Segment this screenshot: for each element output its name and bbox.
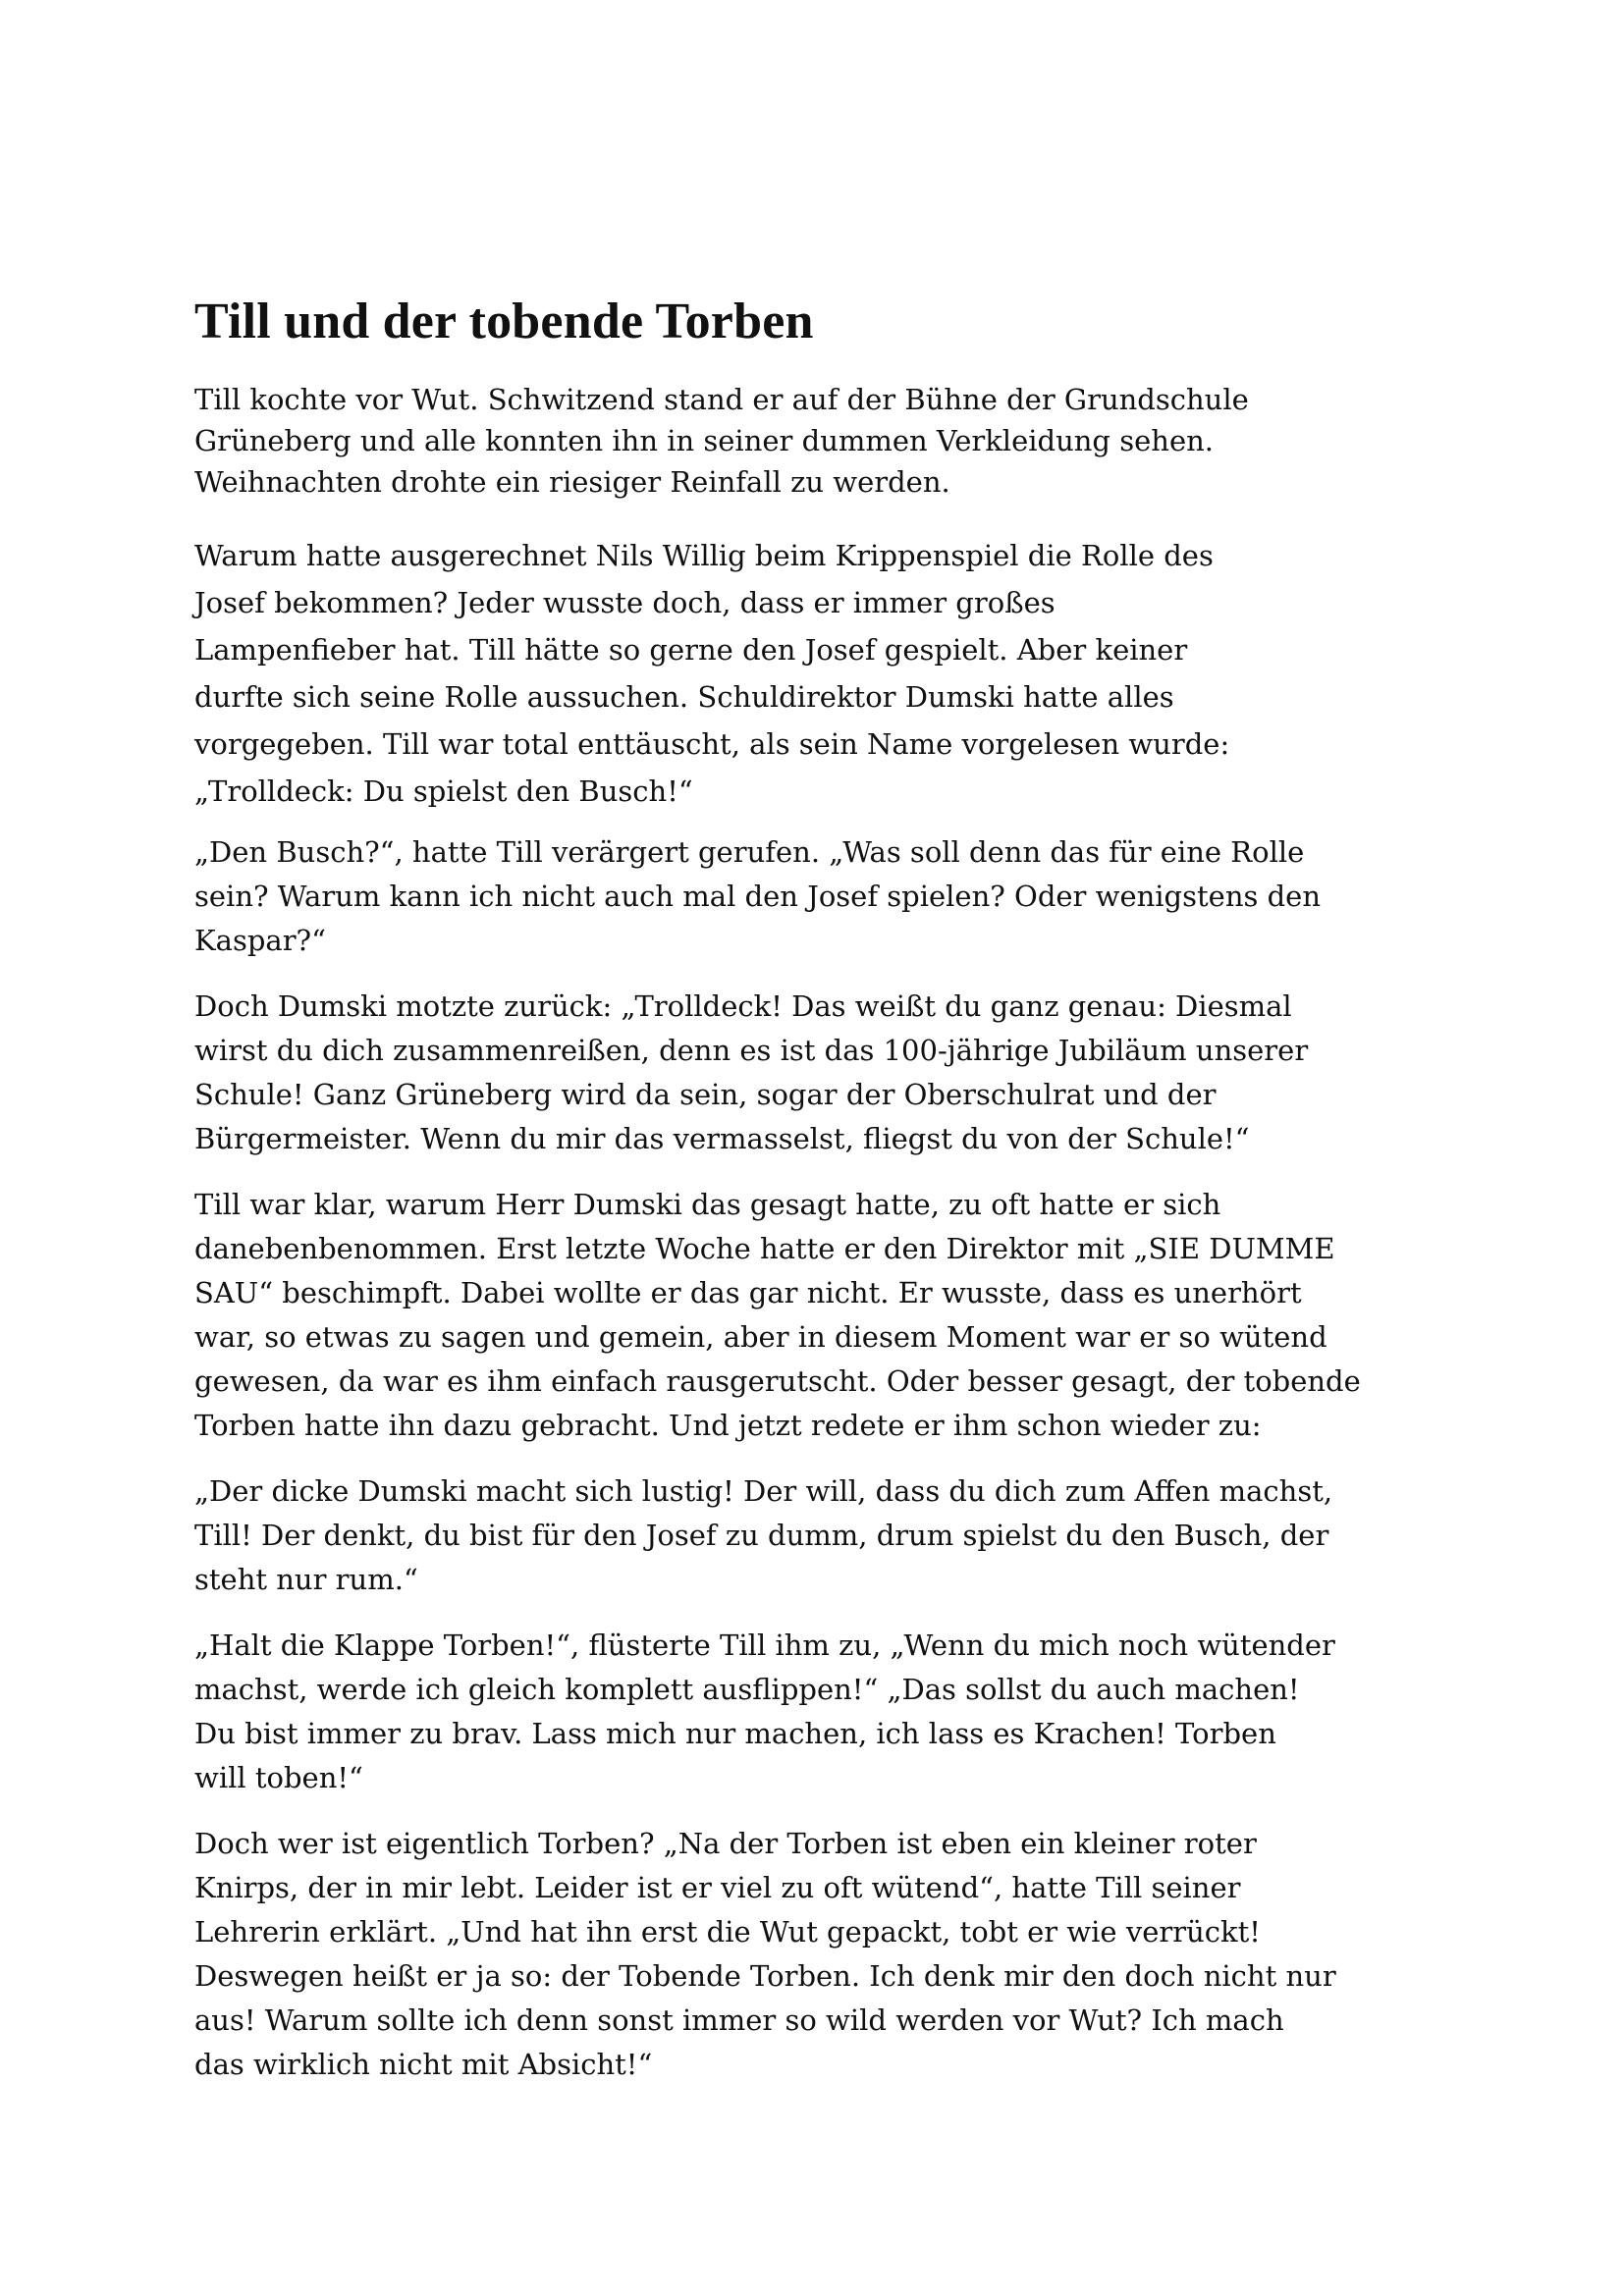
text-line: „Trolldeck: Du spielst den Busch!“: [194, 774, 693, 808]
text-line: Grüneberg und alle konnten ihn in seiner dummen Verkleidung sehen.: [194, 424, 1214, 457]
text-line: Till kochte vor Wut. Schwitzend stand er auf der Bühne der Grundschule: [194, 383, 1249, 416]
text-line: Du bist immer zu brav. Lass mich nur machen, ich lass es Krachen! Torben: [194, 1717, 1276, 1750]
text-line: Schule! Ganz Grüneberg wird da sein, sogar der Oberschulrat und der: [194, 1078, 1217, 1111]
text-line: Lehrerin erklärt. „Und hat ihn erst die Wut gepackt, tobt er wie verrückt!: [194, 1915, 1261, 1949]
document-body: [194, 291, 1461, 2109]
text-line: Till! Der denkt, du bist für den Josef zu dumm, drum spielst du den Busch, der: [194, 1519, 1329, 1552]
text-line: steht nur rum.“: [194, 1563, 418, 1596]
text-line: Lampenfieber hat. Till hätte so gerne den Josef gespielt. Aber keiner: [194, 633, 1188, 667]
story-text: [194, 379, 1461, 2087]
paragraph: [194, 532, 1461, 815]
text-line: durfte sich seine Rolle aussuchen. Schuldirektor Dumski hatte alles: [194, 680, 1174, 714]
paragraph: [194, 830, 1461, 963]
text-line: vorgegeben. Till war total enttäuscht, als sein Name vorgelesen wurde:: [194, 727, 1230, 761]
text-line: gewesen, da war es ihm einfach rausgerutscht. Oder besser gesagt, der tobende: [194, 1364, 1361, 1398]
text-line: Weihnachten drohte ein riesiger Reinfall zu werden.: [194, 465, 950, 499]
text-line: Doch wer ist eigentlich Torben? „Na der Torben ist eben ein kleiner roter: [194, 1827, 1257, 1860]
text-line: aus! Warum sollte ich denn sonst immer so wild werden vor Wut? Ich mach: [194, 2003, 1284, 2037]
text-line: SAU“ beschimpft. Dabei wollte er das gar nicht. Er wusste, dass es unerhört: [194, 1276, 1302, 1309]
paragraph: [194, 1183, 1461, 1448]
text-line: Josef bekommen? Jeder wusste doch, dass er immer großes: [194, 586, 1056, 619]
paragraph: [194, 985, 1461, 1161]
text-line: „Halt die Klappe Torben!“, flüsterte Till ihm zu, „Wenn du mich noch wütender: [194, 1629, 1335, 1662]
text-line: Warum hatte ausgerechnet Nils Willig beim Krippenspiel die Rolle des: [194, 539, 1214, 572]
text-line: Doch Dumski motzte zurück: „Trolldeck! Das weißt du ganz genau: Diesmal: [194, 989, 1292, 1023]
text-line: Deswegen heißt er ja so: der Tobende Torben. Ich denk mir den doch nicht nur: [194, 1959, 1336, 1993]
text-line: machst, werde ich gleich komplett ausflippen!“ „Das sollst du auch machen!: [194, 1673, 1300, 1706]
text-line: Knirps, der in mir lebt. Leider ist er viel zu oft wütend“, hatte Till seiner: [194, 1871, 1241, 1904]
text-line: danebenbenommen. Erst letzte Woche hatte er den Direktor mit „SIE DUMME: [194, 1232, 1335, 1265]
paragraph: [194, 1624, 1461, 1800]
text-line: „Der dicke Dumski macht sich lustig! Der will, dass du dich zum Affen machst,: [194, 1474, 1333, 1508]
text-line: war, so etwas zu sagen und gemein, aber in diesem Moment war er so wütend: [194, 1320, 1327, 1354]
text-line: Kaspar?“: [194, 924, 326, 957]
paragraph: [194, 1469, 1461, 1602]
text-line: Till war klar, warum Herr Dumski das gesagt hatte, zu oft hatte er sich: [194, 1188, 1221, 1221]
document-title: Till und der tobende Torben: [194, 294, 814, 349]
text-line: wirst du dich zusammenreißen, denn es ist das 100-jährige Jubiläum unserer: [194, 1034, 1309, 1067]
text-line: will toben!“: [194, 1761, 363, 1794]
text-line: das wirklich nicht mit Absicht!“: [194, 2048, 653, 2081]
text-line: sein? Warum kann ich nicht auch mal den Josef spielen? Oder wenigstens den: [194, 880, 1322, 913]
text-line: „Den Busch?“, hatte Till verärgert gerufen. „Was soll denn das für eine Rolle: [194, 835, 1305, 869]
paragraph: [194, 379, 1461, 503]
text-line: Bürgermeister. Wenn du mir das vermasselst, fliegst du von der Schule!“: [194, 1122, 1250, 1155]
text-line: Torben hatte ihn dazu gebracht. Und jetzt redete er ihm schon wieder zu:: [194, 1409, 1262, 1442]
paragraph: [194, 1822, 1461, 2087]
